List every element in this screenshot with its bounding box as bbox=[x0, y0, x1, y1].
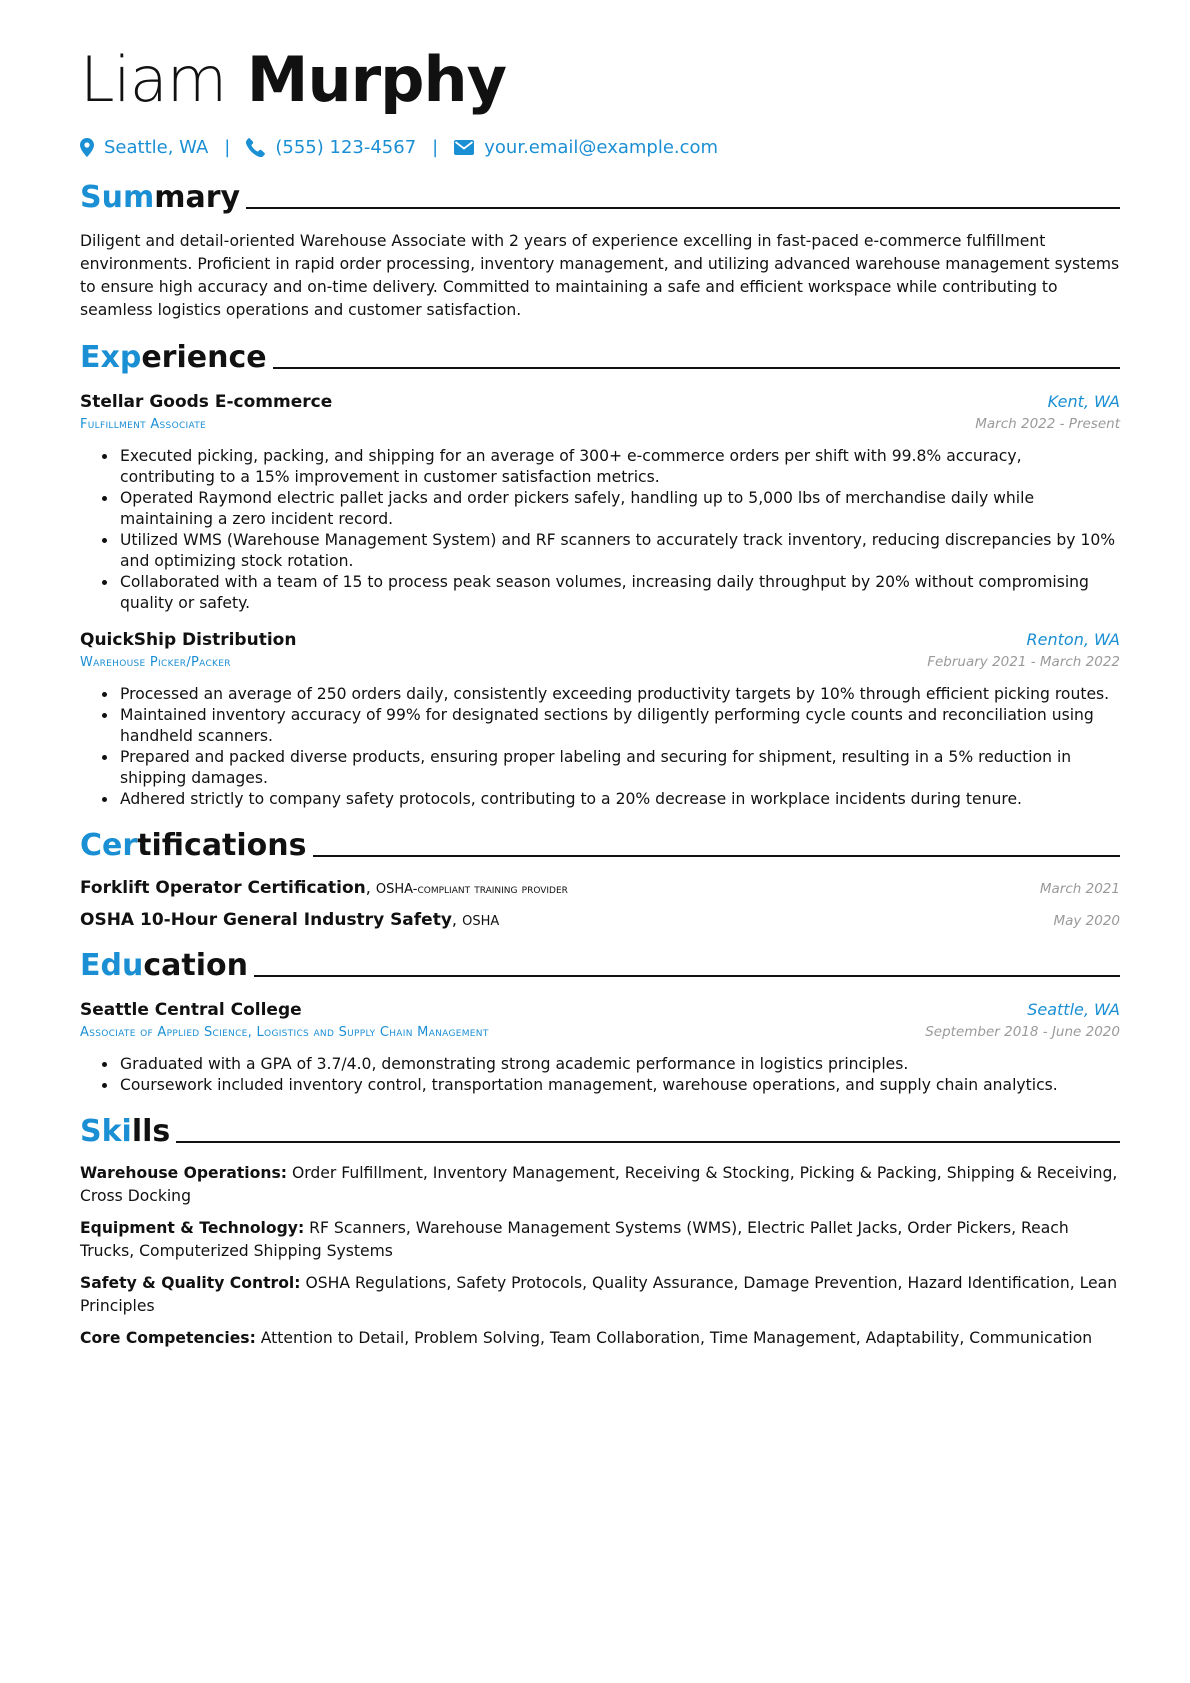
location-text: Seattle, WA bbox=[104, 136, 209, 158]
envelope-icon bbox=[454, 140, 474, 155]
list-item: • Operated Raymond electric pallet jacks and order pickers safely, handling up to 5,000 lbs of merchandise daily while maintaining a zero incident record. bbox=[118, 488, 1120, 530]
list-item: • Executed picking, packing, and shipping for an average of 300+ e-commerce orders per shift with 99.8% accuracy, contributing to a 15% improvement in customer satisfaction metrics. bbox=[118, 446, 1120, 488]
experience-entry bbox=[80, 392, 1120, 614]
skill-category: Safety & Quality Control: bbox=[80, 1274, 301, 1292]
skill-row bbox=[80, 1162, 1120, 1208]
job-bullets bbox=[80, 684, 1120, 810]
experience-entry bbox=[80, 630, 1120, 810]
section-skills-title bbox=[80, 1110, 1120, 1150]
contact-location bbox=[80, 137, 208, 158]
contact-line bbox=[80, 132, 1120, 162]
education-bullets bbox=[80, 1054, 1120, 1096]
heading-accent: Ski bbox=[80, 1114, 132, 1149]
heading-rest: tifications bbox=[137, 828, 307, 863]
list-item: • Collaborated with a team of 15 to process peak season volumes, increasing daily throughput by 20% without compromising quality or safety. bbox=[118, 572, 1120, 614]
section-rule bbox=[313, 855, 1120, 857]
contact-email[interactable] bbox=[454, 137, 718, 158]
job-location: Renton, WA bbox=[1026, 630, 1120, 649]
section-summary-title bbox=[80, 176, 1120, 216]
section-heading bbox=[80, 1114, 170, 1150]
summary-text: Diligent and detail-oriented Warehouse Associate with 2 years of experience excelling in fast-paced e-commerce fulfillment environments. Proficient in rapid order processing, inventory management, and utilizing advanced warehouse management systems to ensure high accuracy and on-time delivery. Committed to maintaining a safe and efficient workspace while contributing to seamless logistics operations and customer satisfaction. bbox=[80, 232, 1120, 319]
map-pin-icon bbox=[80, 138, 94, 157]
heading-accent: Exp bbox=[80, 340, 142, 375]
section-rule bbox=[254, 975, 1120, 977]
skill-items: Attention to Detail, Problem Solving, Team Collaboration, Time Management, Adaptability, Communication bbox=[260, 1329, 1093, 1347]
list-item: • Utilized WMS (Warehouse Management System) and RF scanners to accurately track inventory, reducing discrepancies by 10% and optimizing stock rotation. bbox=[118, 530, 1120, 572]
skills-list bbox=[80, 1162, 1120, 1350]
section-heading bbox=[80, 340, 267, 376]
contact-separator: | bbox=[432, 136, 439, 158]
section-rule bbox=[273, 367, 1120, 369]
section-heading bbox=[80, 828, 307, 864]
skill-items: RF Scanners, Warehouse Management Systems (WMS), Electric Pallet Jacks, Order Pickers, Reach Trucks, Computerized Shipping Systems bbox=[80, 1219, 1069, 1260]
employer-name: Stellar Goods E-commerce bbox=[80, 392, 333, 412]
heading-accent: Cer bbox=[80, 828, 138, 863]
skill-row bbox=[80, 1327, 1120, 1350]
school-location: Seattle, WA bbox=[1027, 1000, 1120, 1019]
list-item: • Processed an average of 250 orders daily, consistently exceeding productivity targets by 10% through efficient picking routes. bbox=[118, 684, 1120, 705]
heading-rest: mary bbox=[154, 180, 241, 215]
email-text: your.email@example.com bbox=[484, 136, 719, 158]
certification-date: March 2021 bbox=[1039, 881, 1120, 897]
heading-rest: cation bbox=[143, 948, 248, 983]
phone-icon bbox=[246, 138, 265, 157]
list-item: • Adhered strictly to company safety protocols, contributing to a 20% decrease in workplace incidents during tenure. bbox=[118, 789, 1120, 810]
job-title: Fulfillment Associate bbox=[80, 417, 207, 432]
skill-row bbox=[80, 1272, 1120, 1318]
contact-separator: | bbox=[224, 136, 231, 158]
skill-category: Warehouse Operations: bbox=[80, 1164, 287, 1182]
heading-accent: Edu bbox=[80, 948, 144, 983]
section-certifications-title bbox=[80, 824, 1120, 864]
job-dates: March 2022 - Present bbox=[975, 416, 1120, 432]
section-education-title bbox=[80, 944, 1120, 984]
job-title: Warehouse Picker/Packer bbox=[80, 655, 231, 670]
education-dates: September 2018 - June 2020 bbox=[925, 1024, 1120, 1040]
contact-phone[interactable] bbox=[246, 137, 416, 158]
certification-name: OSHA 10-Hour General Industry Safety bbox=[80, 910, 452, 930]
section-heading bbox=[80, 180, 240, 216]
degree-title: Associate of Applied Science, Logistics and Supply Chain Management bbox=[80, 1025, 489, 1040]
certification-item: OSHA 10-Hour General Industry Safety, OSHA May 2020 bbox=[80, 910, 1120, 930]
skill-category: Equipment & Technology: bbox=[80, 1219, 305, 1237]
certification-date: May 2020 bbox=[1053, 913, 1120, 929]
first-name: Liam bbox=[80, 43, 227, 116]
job-dates: February 2021 - March 2022 bbox=[927, 654, 1120, 670]
heading-rest: erience bbox=[141, 340, 267, 375]
certification-name: Forklift Operator Certification bbox=[80, 878, 366, 898]
list-item: • Maintained inventory accuracy of 99% for designated sections by diligently performing cycle counts and reconciliation using handheld scanners. bbox=[118, 705, 1120, 747]
candidate-name bbox=[80, 40, 1120, 120]
heading-rest: lls bbox=[131, 1114, 171, 1149]
certifications-list bbox=[80, 878, 1120, 930]
section-heading bbox=[80, 948, 248, 984]
heading-accent: Sum bbox=[80, 180, 155, 215]
education-entry bbox=[80, 1000, 1120, 1096]
certification-item: Forklift Operator Certification, OSHA-compliant training provider March 2021 bbox=[80, 878, 1120, 898]
list-item: • Prepared and packed diverse products, ensuring proper labeling and securing for shipment, resulting in a 5% reduction in shipping damages. bbox=[118, 747, 1120, 789]
skill-items: OSHA Regulations, Safety Protocols, Quality Assurance, Damage Prevention, Hazard Identification, Lean Principles bbox=[80, 1274, 1118, 1315]
job-location: Kent, WA bbox=[1047, 392, 1120, 411]
phone-text: (555) 123-4567 bbox=[275, 136, 417, 158]
certification-issuer: OSHA bbox=[462, 914, 500, 929]
skill-items: Order Fulfillment, Inventory Management, Receiving & Stocking, Picking & Packing, Shipping & Receiving, Cross Docking bbox=[80, 1164, 1118, 1205]
section-experience-title bbox=[80, 336, 1120, 376]
job-bullets bbox=[80, 446, 1120, 614]
certification-issuer: OSHA-compliant training provider bbox=[375, 882, 568, 897]
last-name: Murphy bbox=[246, 43, 507, 116]
section-rule bbox=[176, 1141, 1120, 1143]
list-item: • Coursework included inventory control, transportation management, warehouse operations, and supply chain analytics. bbox=[118, 1075, 1120, 1096]
employer-name: QuickShip Distribution bbox=[80, 630, 297, 650]
school-name: Seattle Central College bbox=[80, 1000, 302, 1020]
section-rule bbox=[246, 207, 1120, 209]
skill-row bbox=[80, 1217, 1120, 1263]
list-item: • Graduated with a GPA of 3.7/4.0, demonstrating strong academic performance in logistics principles. bbox=[118, 1054, 1120, 1075]
skill-category: Core Competencies: bbox=[80, 1329, 256, 1347]
